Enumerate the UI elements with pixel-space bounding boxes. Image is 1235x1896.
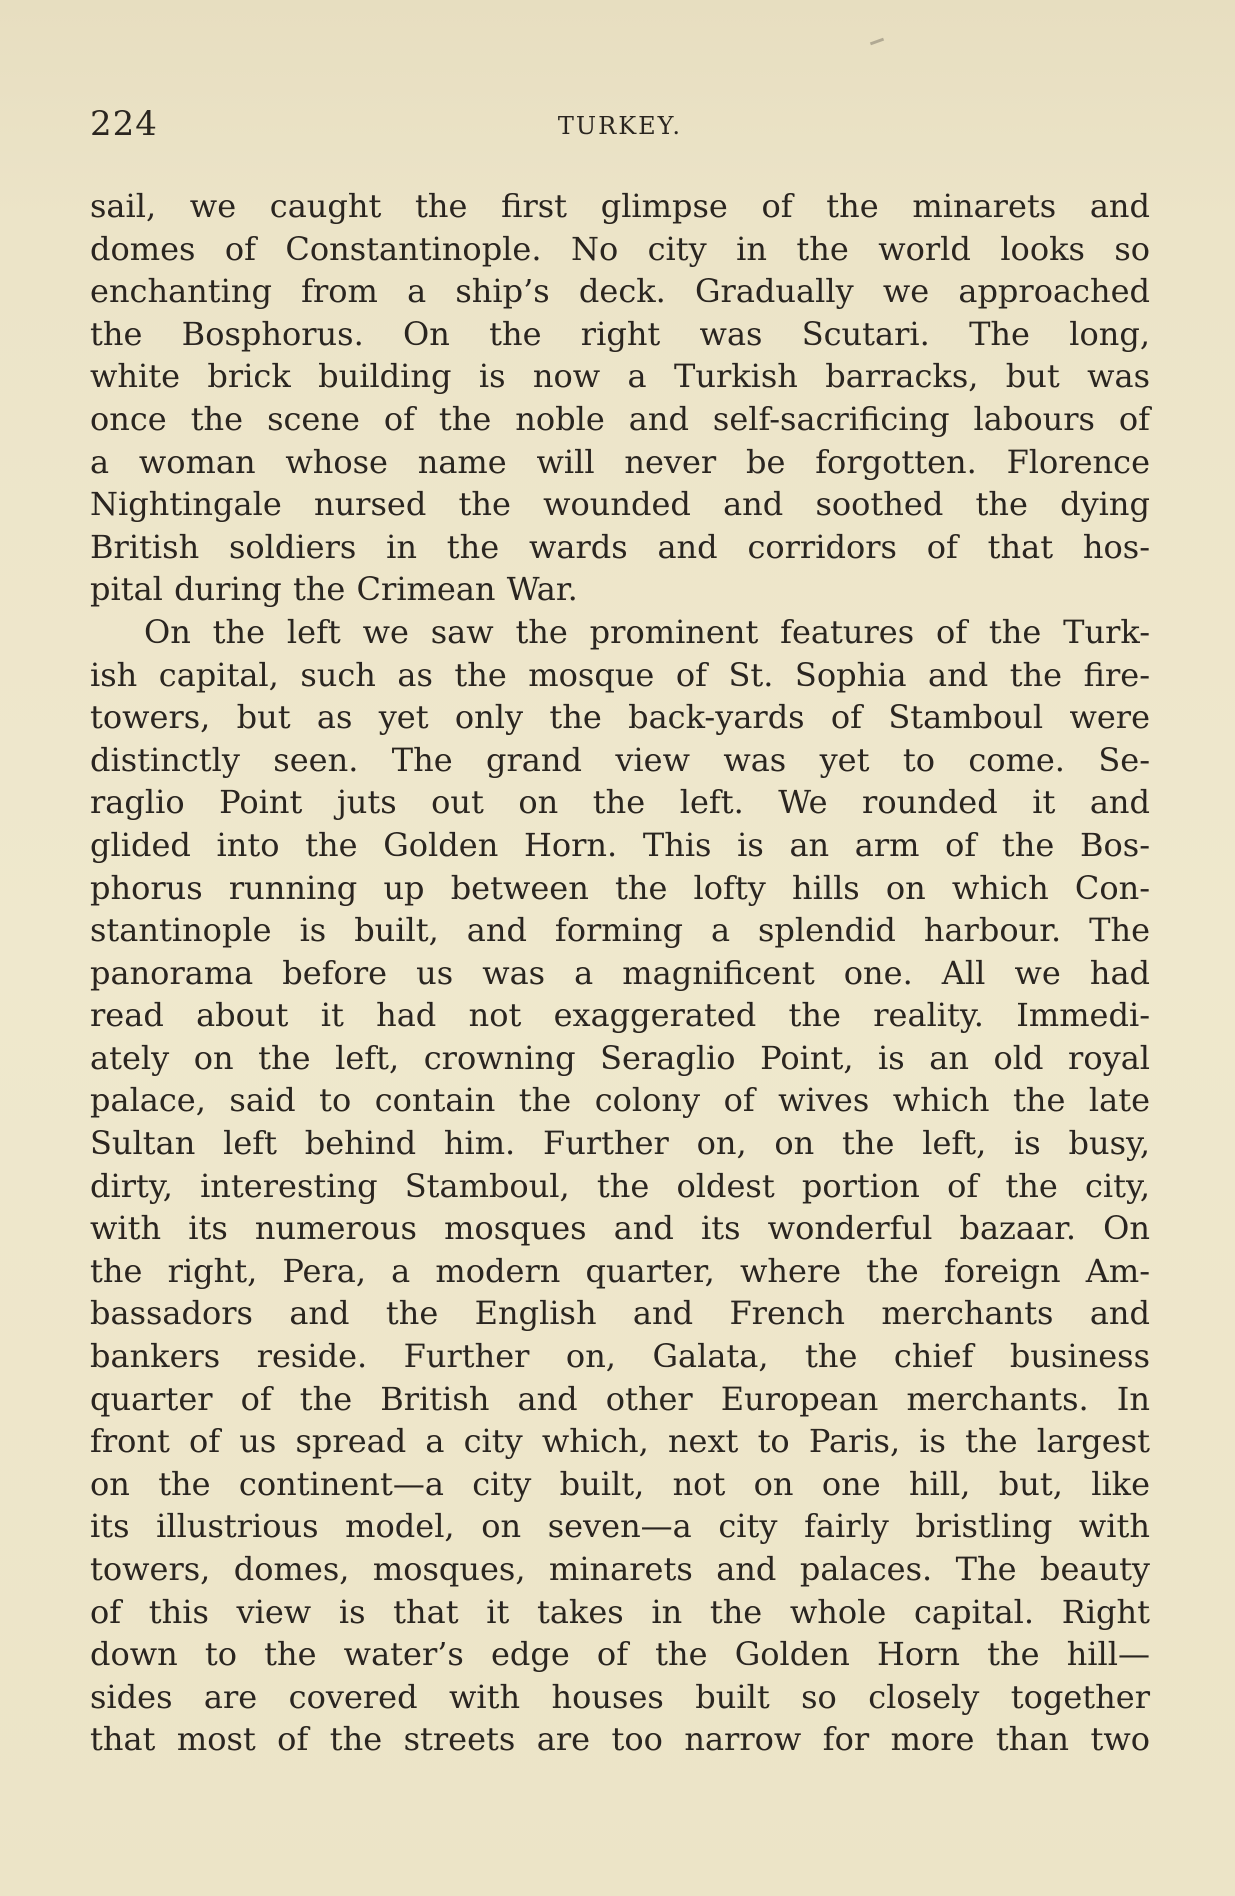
text-line: down to the water’s edge of the Golden Horn the hill— [90, 1635, 1150, 1674]
paragraph-2 [90, 611, 1150, 1761]
text-line: Sultan left behind him. Further on, on the left, is busy, [90, 1124, 1150, 1163]
text-line: On the left we saw the prominent features of the Turk- [144, 612, 1150, 651]
paragraph-1 [90, 185, 1150, 611]
text-line: the right, Pera, a modern quarter, where the foreign Am- [90, 1251, 1150, 1290]
text-line: its illustrious model, on seven—a city fairly bristling with [90, 1507, 1150, 1546]
text-line: dirty, interesting Stamboul, the oldest portion of the city, [90, 1166, 1150, 1205]
text-line: towers, domes, mosques, minarets and palaces. The beauty [90, 1550, 1150, 1588]
text-line: sides are covered with houses built so closely together [90, 1677, 1150, 1716]
text-line: that most of the streets are too narrow for more than two [90, 1720, 1150, 1759]
text-line: ately on the left, crowning Seraglio Point, is an old royal [90, 1038, 1150, 1077]
text-line: panorama before us was a magnificent one. All we had [90, 953, 1150, 992]
text-line: phorus running up between the lofty hills on which Con- [90, 868, 1150, 907]
text-line: towers, but as yet only the back-yards of Stamboul were [90, 698, 1150, 737]
page-number: 224 [90, 104, 158, 144]
text-line: enchanting from a ship’s deck. Gradually we approached [90, 272, 1150, 311]
text-line: glided into the Golden Horn. This is an arm of the Bos- [90, 825, 1150, 864]
text-line: bassadors and the English and French merchants and [90, 1294, 1150, 1333]
ink-speck [870, 38, 884, 46]
text-line: front of us spread a city which, next to Paris, is the largest [90, 1422, 1150, 1461]
text-line: on the continent—a city built, not on one hill, but, like [90, 1464, 1150, 1503]
text-line: distinctly seen. The grand view was yet to come. Se- [90, 740, 1150, 779]
text-line: pital during the Crimean War. [90, 570, 578, 609]
text-line: read about it had not exaggerated the reality. Immedi- [90, 996, 1150, 1035]
text-line: quarter of the British and other European merchants. In [90, 1379, 1150, 1418]
text-line: a woman whose name will never be forgotten. Florence [90, 442, 1150, 481]
text-line: sail, we caught the first glimpse of the minarets and [90, 187, 1150, 225]
text-line: bankers reside. Further on, Galata, the chief business [90, 1337, 1150, 1376]
text-line: British soldiers in the wards and corridors of that hos- [90, 527, 1150, 566]
body-text [90, 185, 1150, 1761]
running-head: TURKEY. [557, 112, 683, 140]
text-line: stantinople is built, and forming a splendid harbour. The [90, 911, 1150, 950]
text-line: Nightingale nursed the wounded and soothed the dying [90, 485, 1150, 524]
text-line: palace, said to contain the colony of wives which the late [90, 1081, 1150, 1120]
text-line: white brick building is now a Turkish barracks, but was [90, 357, 1150, 396]
text-line: the Bosphorus. On the right was Scutari. The long, [90, 314, 1150, 353]
page-header [90, 104, 1150, 160]
text-line: raglio Point juts out on the left. We rounded it and [90, 783, 1150, 822]
text-line: domes of Constantinople. No city in the world looks so [90, 229, 1150, 268]
text-line: of this view is that it takes in the whole capital. Right [90, 1592, 1150, 1631]
text-line: with its numerous mosques and its wonderful bazaar. On [90, 1209, 1150, 1248]
text-line: once the scene of the noble and self-sacrificing labours of [90, 399, 1150, 438]
text-line: ish capital, such as the mosque of St. Sophia and the fire- [90, 655, 1150, 694]
